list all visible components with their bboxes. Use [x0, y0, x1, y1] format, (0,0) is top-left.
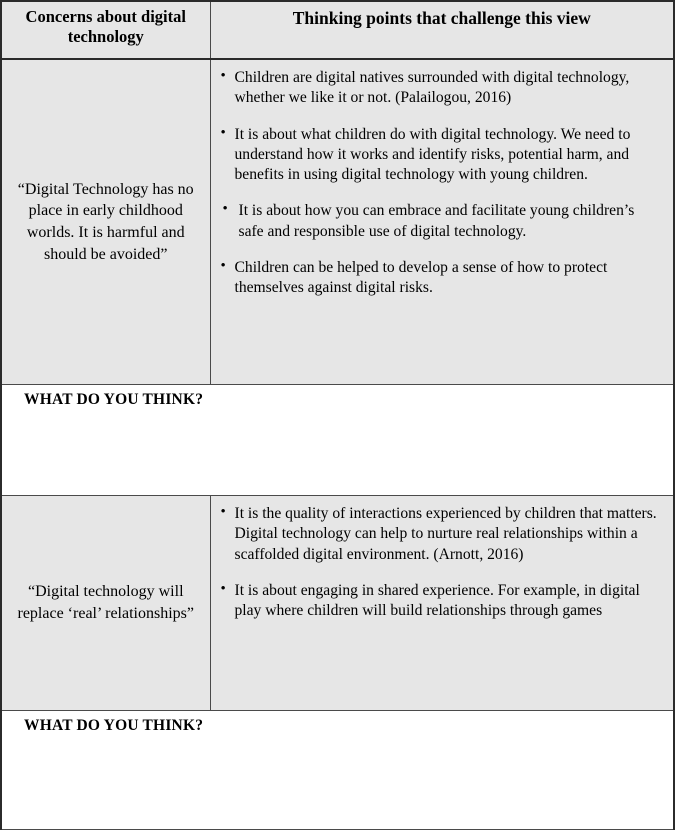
- what-do-you-think-answer-area-2[interactable]: [1, 711, 674, 830]
- thinking-points-list-1: [219, 68, 660, 298]
- thinking-point: • It is about engaging in shared experience. For example, in digital play where children will build relationships through games: [219, 581, 660, 622]
- table-row: [1, 59, 674, 385]
- thinking-point: • Children are digital natives surrounded with digital technology, whether we like it or not. (Palailogou, 2016): [219, 68, 660, 109]
- column-header-concerns: Concerns about digital technology: [1, 1, 210, 59]
- thinking-points-list-2: [219, 504, 660, 621]
- what-do-you-think-label: WHAT DO YOU THINK?: [24, 717, 204, 734]
- what-do-you-think-answer-area-1[interactable]: [1, 385, 674, 496]
- prompt-row: [1, 385, 674, 496]
- table-header-row: [1, 1, 674, 59]
- what-do-you-think-label: WHAT DO YOU THINK?: [24, 391, 204, 408]
- thinking-point: • Children can be helped to develop a sense of how to protect themselves against digital risks.: [219, 258, 660, 299]
- thinking-point: • It is the quality of interactions experienced by children that matters. Digital technology can help to nurture real relationships within a scaffolded digital environment. (Arnott, 2016): [219, 504, 660, 565]
- table-row: [1, 496, 674, 711]
- thinking-point: • It is about what children do with digital technology. We need to understand how it works and identify risks, potential harm, and benefits in using digital technology with young children.: [219, 125, 660, 186]
- prompt-row: [1, 711, 674, 830]
- thinking-point: • It is about how you can embrace and facilitate young children’s safe and responsible use of digital technology.: [219, 201, 660, 242]
- thinking-points-cell-2: [210, 496, 674, 711]
- concern-statement-1: “Digital Technology has no place in early childhood worlds. It is harmful and should be avoided”: [1, 59, 210, 385]
- thinking-points-cell-1: [210, 59, 674, 385]
- column-header-thinking-points: Thinking points that challenge this view: [210, 1, 674, 59]
- concern-statement-2: “Digital technology will replace ‘real’ relationships”: [1, 496, 210, 711]
